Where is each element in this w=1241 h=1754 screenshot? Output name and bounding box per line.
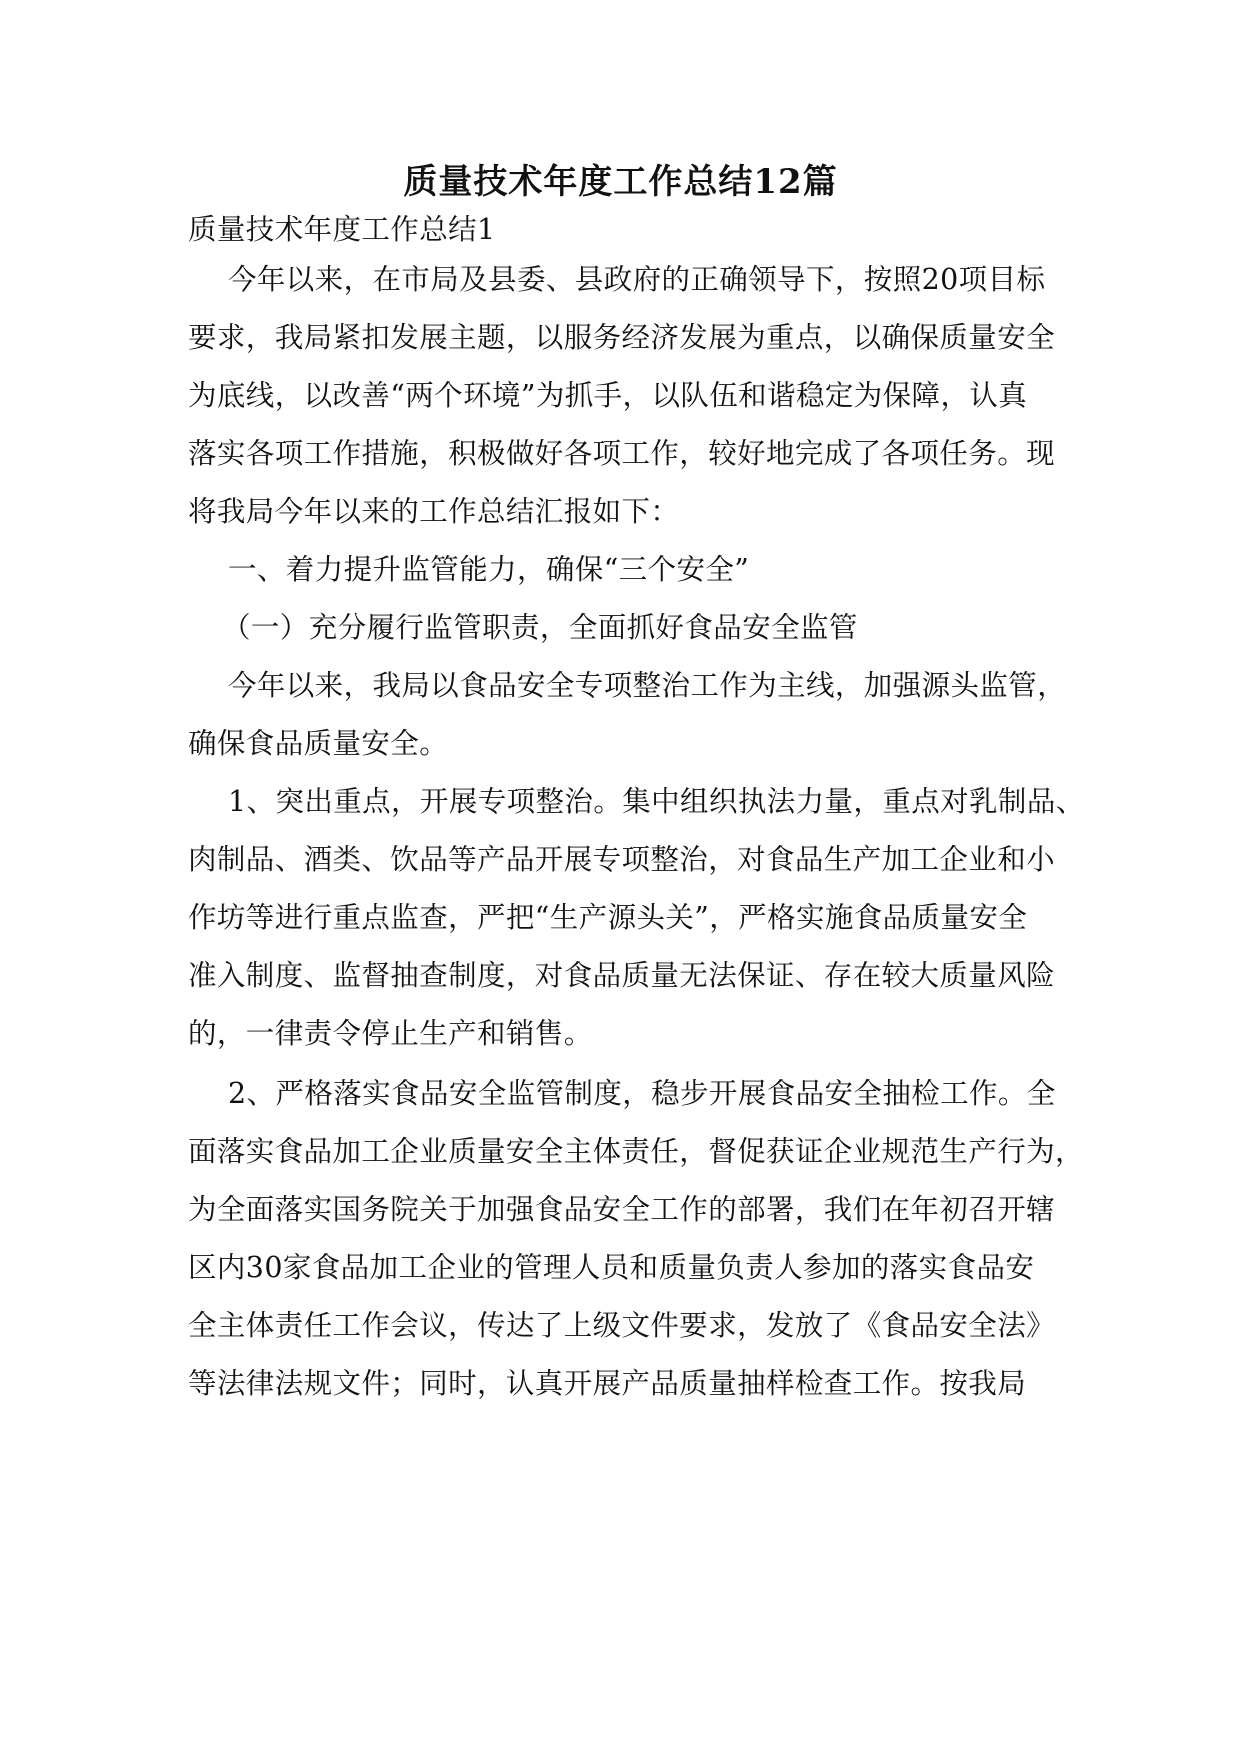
paragraph-line: 落实各项工作措施，积极做好各项工作，较好地完成了各项任务。现 bbox=[188, 437, 1056, 470]
heading-level-1: 一、着力提升监管能力，确保“三个安全” bbox=[228, 553, 750, 586]
paragraph-line: 的，一律责令停止生产和销售。 bbox=[188, 1017, 593, 1050]
paragraph-line: 要求，我局紧扣发展主题，以服务经济发展为重点，以确保质量安全 bbox=[188, 321, 1056, 354]
paragraph-line: 为底线，以改善“两个环境”为抓手，以队伍和谐稳定为保障，认真 bbox=[188, 379, 1028, 412]
paragraph-line: 今年以来，我局以食品安全专项整治工作为主线，加强源头监管， bbox=[228, 669, 1067, 702]
paragraph-line: 作坊等进行重点监查，严把“生产源头关”，严格实施食品质量安全 bbox=[188, 901, 1028, 934]
paragraph-line: 2、严格落实食品安全监管制度，稳步开展食品安全抽检工作。全 bbox=[228, 1077, 1056, 1110]
paragraph-line: 确保食品质量安全。 bbox=[188, 727, 449, 760]
paragraph-line: 1、突出重点，开展专项整治。集中组织执法力量，重点对乳制品、 bbox=[228, 785, 1085, 818]
paragraph-line: 今年以来，在市局及县委、县政府的正确领导下，按照20项目标 bbox=[228, 263, 1046, 296]
paragraph-line: 等法律法规文件；同时，认真开展产品质量抽样检查工作。按我局 bbox=[188, 1367, 1027, 1400]
paragraph-line: 区内30家食品加工企业的管理人员和质量负责人参加的落实食品安 bbox=[188, 1251, 1035, 1284]
section-heading: 质量技术年度工作总结1 bbox=[188, 213, 496, 246]
paragraph-line: 准入制度、监督抽查制度，对食品质量无法保证、存在较大质量风险 bbox=[188, 959, 1056, 992]
document-title: 质量技术年度工作总结12篇 bbox=[403, 162, 838, 202]
heading-level-2: （一）充分履行监管职责，全面抓好食品安全监管 bbox=[222, 611, 858, 644]
paragraph-line: 肉制品、酒类、饮品等产品开展专项整治，对食品生产加工企业和小 bbox=[188, 843, 1056, 876]
paragraph-line: 为全面落实国务院关于加强食品安全工作的部署，我们在年初召开辖 bbox=[188, 1193, 1056, 1226]
paragraph-line: 面落实食品加工企业质量安全主体责任，督促获证企业规范生产行为， bbox=[188, 1135, 1084, 1168]
paragraph-line: 全主体责任工作会议，传达了上级文件要求，发放了《食品安全法》 bbox=[188, 1309, 1056, 1342]
paragraph-line: 将我局今年以来的工作总结汇报如下： bbox=[188, 495, 680, 528]
